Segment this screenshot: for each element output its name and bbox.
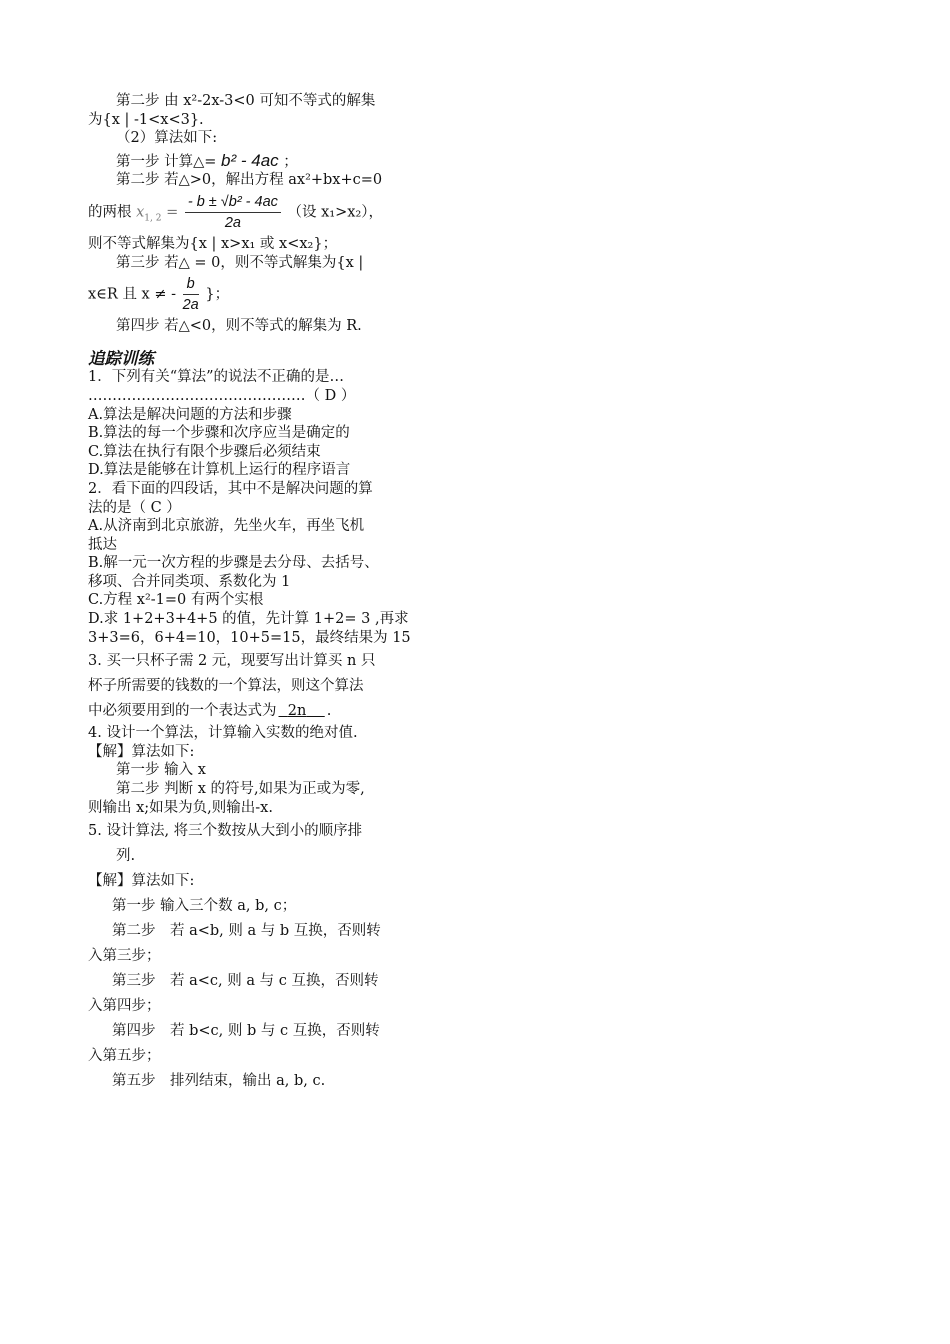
q2-option-c: C.方程 x²-1=0 有两个实根 (88, 592, 264, 609)
q5-step2-line2: 入第三步； (88, 948, 161, 965)
q3-line3 (88, 699, 410, 724)
alg-step2-line1: 第二步 若△>0，解出方程 ax²+bx+c=0 (116, 172, 383, 189)
q2-option-b-line1: B.解一元一次方程的步骤是去分母、去括号、 (88, 555, 379, 572)
q1-option-c: C.算法在执行有限个步骤后必须结束 (88, 443, 321, 460)
question-5 (88, 819, 410, 1094)
q4-question: 4. 设计一个算法，计算输入实数的绝对值. (88, 725, 358, 742)
q5-step2-line1: 第二步 若 a<b, 则 a 与 b 互换，否则转 (112, 923, 381, 940)
q2-option-a-line2: 抵达 (88, 536, 117, 553)
q5-step3-line2: 入第四步； (88, 998, 161, 1015)
step2-line1: 第二步 由 x²-2x-3<0 可知不等式的解集 (116, 93, 376, 109)
document-column (88, 92, 410, 1094)
q5-step4-line2: 入第五步； (88, 1048, 161, 1065)
alg-step4: 第四步 若△<0，则不等式的解集为 R. (116, 318, 362, 335)
alg-step1-end: ； (283, 153, 298, 170)
q1-line1: 1．下列有关“算法”的说法不正确的是… (88, 369, 345, 386)
q2-option-a-line1: A.从济南到北京旅游，先坐火车，再坐飞机 (88, 518, 365, 535)
q5-step3-line1: 第三步 若 a<c, 则 a 与 c 互换，否则转 (112, 973, 379, 990)
q2-option-d-line2: 3+3=6，6+4=10，10+5=15，最终结果为 15 (88, 629, 411, 646)
q4-step1: 第一步 输入 x (116, 762, 206, 779)
q4-step2-line1: 第二步 判断 x 的符号,如果为正或为零, (116, 781, 365, 798)
q5-step1: 第一步 输入三个数 a, b, c； (112, 898, 297, 915)
q2-option-d-line1: D.求 1+2+3+4+5 的值，先计算 1+2= 3 ,再求 (88, 611, 409, 628)
q3-answer: 2n (287, 703, 307, 720)
discriminant-expression: b² - 4ac (221, 150, 279, 170)
roots-prefix: 的两根 (88, 204, 132, 221)
alg-step1-text: 第一步 计算△= (116, 153, 217, 170)
root-subscript: 1, 2 (144, 213, 162, 224)
q4-step2-line2: 则输出 x;如果为负,则输出-x. (88, 799, 273, 816)
q2-option-b-line2: 移项、合并同类项、系数化为 1 (88, 573, 291, 590)
step3-denominator: 2a (182, 297, 199, 314)
alg-step2-solution: 则不等式解集为{x | x>x₁ 或 x<x₂}； (88, 235, 338, 252)
step3-fraction (183, 274, 199, 315)
q1-option-b: B.算法的每一个步骤和次序应当是确定的 (88, 425, 350, 442)
alg-step1 (88, 152, 410, 172)
q5-step4-line1: 第四步 若 b<c, 则 b 与 c 互换，否则转 (112, 1023, 380, 1040)
q2-line1: 2．看下面的四段话，其中不是解决问题的算 (88, 480, 373, 497)
quadratic-formula (185, 192, 281, 233)
q3-line3-text: 中必须要用到的一个表达式为 (88, 703, 277, 720)
q5-line2: 列. (116, 848, 136, 865)
section-title: 追踪训练 (88, 349, 154, 368)
q5-line1: 5. 设计算法, 将三个数按从大到小的顺序排 (88, 823, 363, 840)
alg-step2-roots: 的两根 $x_{1, 2}$ = $\frac{\text{- b ± √b² - 4ac}}{2a}$ （设 x₁>x₂）， (88, 193, 384, 231)
q5-step5: 第五步 排列结束，输出 a, b, c. (112, 1073, 326, 1090)
step2-line2: 为{x | -1<x<3}. (88, 111, 204, 128)
q1-option-a: A.算法是解决问题的方法和步骤 (88, 406, 292, 423)
q5-solution-heading: 【解】算法如下: (88, 873, 195, 890)
alg-step3-line1: 第三步 若△ = 0，则不等式解集为{x | (116, 254, 364, 271)
q3-answer-blank (277, 703, 327, 719)
q4-solution-heading: 【解】算法如下: (88, 743, 195, 760)
part2-heading: （2）算法如下: (116, 130, 218, 147)
q1-option-d: D.算法是能够在计算机上运行的程序语言 (88, 462, 351, 479)
step3-end: }； (205, 286, 230, 303)
formula-numerator: - b ± √b² - 4ac (185, 192, 281, 213)
root-symbol: x (136, 204, 145, 221)
question-3 (88, 649, 410, 724)
q3-line3-end: . (326, 703, 332, 720)
formula-denominator: 2a (224, 214, 241, 231)
step3-prefix: x∈R 且 x ≠ - (88, 286, 176, 303)
q2-line2: 法的是（ C ） (88, 499, 181, 516)
alg-step3-line2 (88, 274, 410, 315)
q3-line1: 3. 买一只杯子需 2 元，现要写出计算买 n 只 (88, 653, 376, 670)
roots-condition: （设 x₁>x₂）， (287, 204, 384, 221)
step3-numerator: b (183, 274, 199, 295)
q3-line2: 杯子所需要的钱数的一个算法，则这个算法 (88, 678, 364, 695)
q1-line2: ………………………………………（ D ） (88, 387, 356, 404)
